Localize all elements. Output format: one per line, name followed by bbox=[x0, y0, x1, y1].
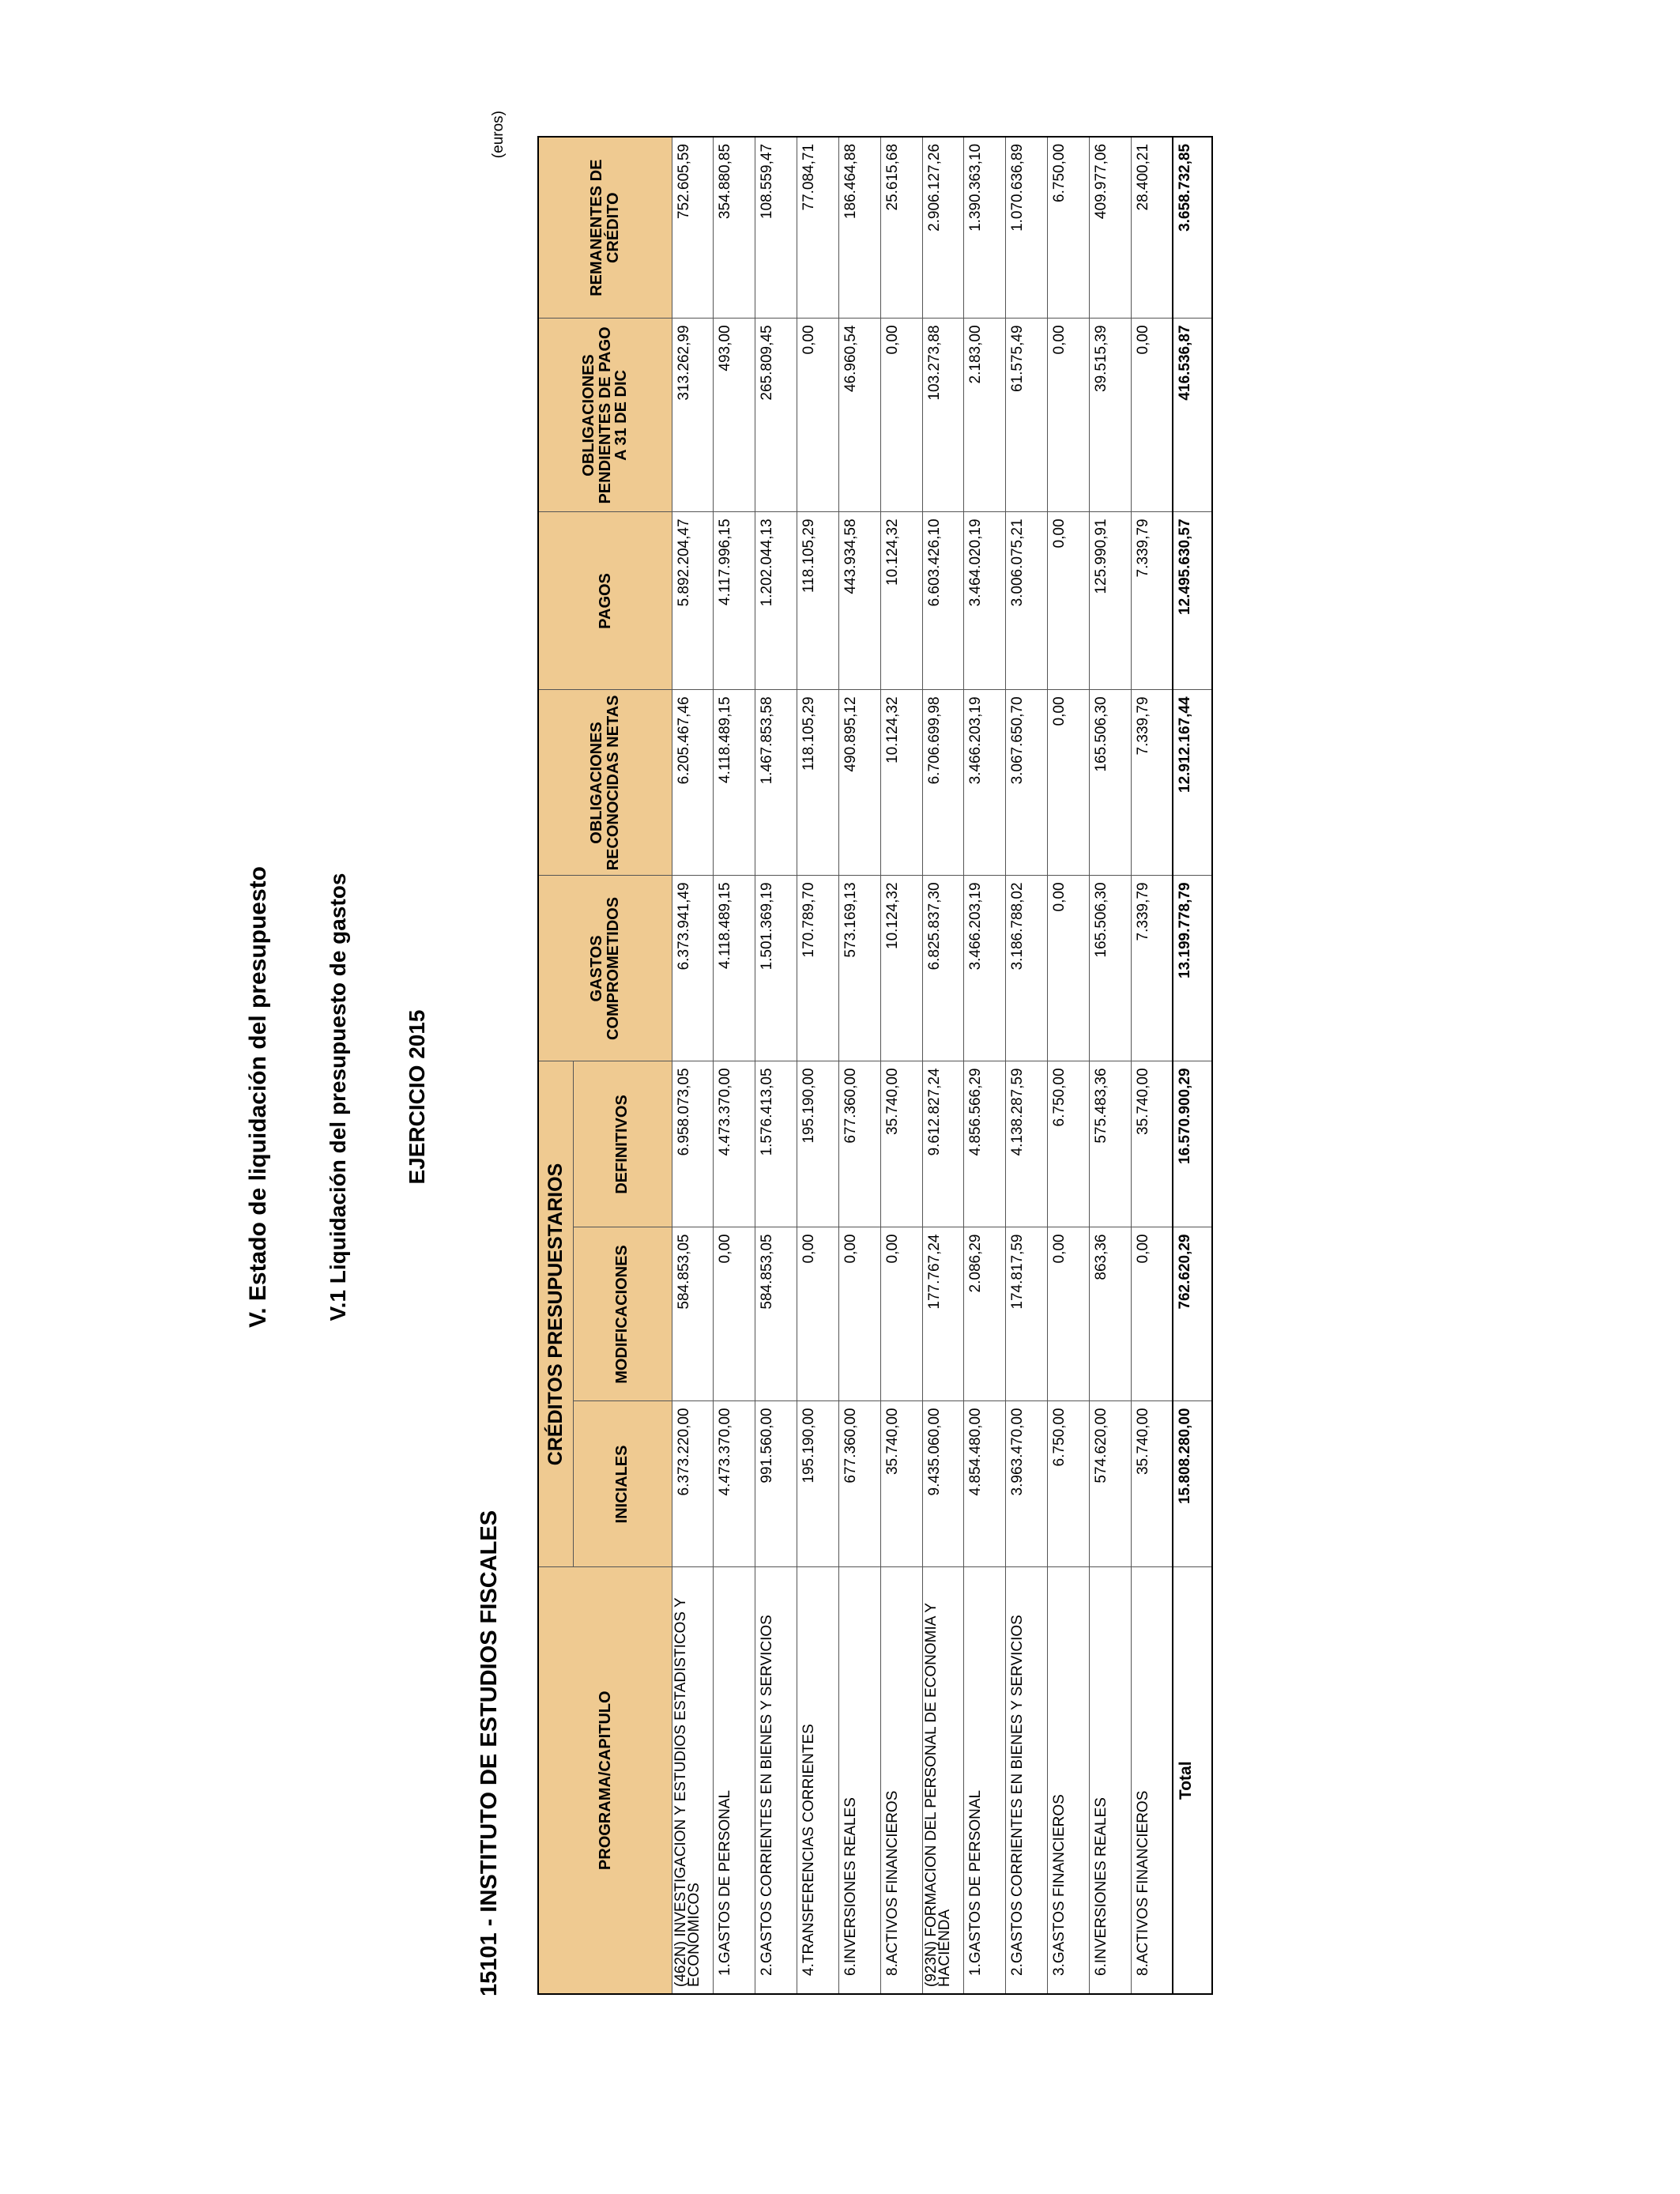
cell-remanentes: 108.559,47 bbox=[755, 137, 797, 319]
cell-comprometidos: 4.118.489,15 bbox=[713, 876, 755, 1061]
cell-reconocidas: 6.205.467,46 bbox=[672, 690, 713, 876]
budget-table bbox=[537, 136, 1213, 1995]
cell-remanentes: 186.464,88 bbox=[838, 137, 880, 319]
col-iniciales: INICIALES bbox=[573, 1401, 672, 1567]
cell-modificaciones: 0,00 bbox=[880, 1227, 922, 1401]
cell-pendientes: 265.809,45 bbox=[755, 319, 797, 512]
cell-pagos: 6.603.426,10 bbox=[922, 512, 963, 690]
cell-pagos: 5.892.204,47 bbox=[672, 512, 713, 690]
cell-reconocidas: 3.067.650,70 bbox=[1005, 690, 1047, 876]
cell-iniciales: 574.620,00 bbox=[1089, 1401, 1131, 1567]
cell-definitivos: 35.740,00 bbox=[1131, 1061, 1173, 1227]
cell-pendientes: 0,00 bbox=[1047, 319, 1089, 512]
cell-pendientes: 0,00 bbox=[1131, 319, 1173, 512]
cell-pendientes: 0,00 bbox=[797, 319, 838, 512]
cell-comprometidos: 165.506,30 bbox=[1089, 876, 1131, 1061]
cell-reconocidas: 3.466.203,19 bbox=[963, 690, 1005, 876]
table-row bbox=[963, 137, 1005, 1994]
table-row bbox=[1131, 137, 1173, 1994]
fiscal-year: EJERCICIO 2015 bbox=[405, 1009, 429, 1185]
cell-reconocidas: 118.105,29 bbox=[797, 690, 838, 876]
cell-iniciales: 4.854.480,00 bbox=[963, 1401, 1005, 1567]
cell-pendientes: 103.273,88 bbox=[922, 319, 963, 512]
cell-pagos: 3.464.020,19 bbox=[963, 512, 1005, 690]
total-definitivos: 16.570.900,29 bbox=[1173, 1061, 1212, 1227]
cell-modificaciones: 2.086,29 bbox=[963, 1227, 1005, 1401]
page-title: V. Estado de liquidación del presupuesto bbox=[245, 866, 271, 1329]
cell-iniciales: 9.435.060,00 bbox=[922, 1401, 963, 1567]
col-remanentes: REMANENTES DE CRÉDITO bbox=[538, 137, 672, 319]
cell-definitivos: 575.483,36 bbox=[1089, 1061, 1131, 1227]
cell-pagos: 0,00 bbox=[1047, 512, 1089, 690]
total-iniciales: 15.808.280,00 bbox=[1173, 1401, 1212, 1567]
cell-reconocidas: 6.706.699,98 bbox=[922, 690, 963, 876]
cell-reconocidas: 0,00 bbox=[1047, 690, 1089, 876]
cell-remanentes: 28.400,21 bbox=[1131, 137, 1173, 319]
total-pendientes: 416.536,87 bbox=[1173, 319, 1212, 512]
currency-unit: (euros) bbox=[490, 111, 507, 159]
cell-comprometidos: 6.825.837,30 bbox=[922, 876, 963, 1061]
cell-comprometidos: 573.169,13 bbox=[838, 876, 880, 1061]
cell-modificaciones: 0,00 bbox=[838, 1227, 880, 1401]
row-label: 8.ACTIVOS FINANCIEROS bbox=[1131, 1567, 1173, 1994]
cell-definitivos: 6.958.073,05 bbox=[672, 1061, 713, 1227]
row-label: 2.GASTOS CORRIENTES EN BIENES Y SERVICIOS bbox=[1005, 1567, 1047, 1994]
table-row-total bbox=[1173, 137, 1212, 1994]
cell-comprometidos: 3.466.203,19 bbox=[963, 876, 1005, 1061]
row-label: 1.GASTOS DE PERSONAL bbox=[963, 1567, 1005, 1994]
cell-modificaciones: 863,36 bbox=[1089, 1227, 1131, 1401]
cell-modificaciones: 174.817,59 bbox=[1005, 1227, 1047, 1401]
cell-iniciales: 35.740,00 bbox=[880, 1401, 922, 1567]
table-row bbox=[1005, 137, 1047, 1994]
cell-remanentes: 354.880,85 bbox=[713, 137, 755, 319]
header-row-group bbox=[538, 137, 573, 1994]
col-modificaciones: MODIFICACIONES bbox=[573, 1227, 672, 1401]
col-definitivos: DEFINITIVOS bbox=[573, 1061, 672, 1227]
cell-pagos: 10.124,32 bbox=[880, 512, 922, 690]
row-label: 6.INVERSIONES REALES bbox=[1089, 1567, 1131, 1994]
cell-pendientes: 46.960,54 bbox=[838, 319, 880, 512]
cell-reconocidas: 10.124,32 bbox=[880, 690, 922, 876]
cell-pagos: 1.202.044,13 bbox=[755, 512, 797, 690]
table-row bbox=[880, 137, 922, 1994]
cell-pagos: 7.339,79 bbox=[1131, 512, 1173, 690]
page-subtitle: V.1 Liquidación del presupuesto de gastos bbox=[326, 873, 350, 1321]
table-row bbox=[713, 137, 755, 1994]
cell-modificaciones: 0,00 bbox=[1047, 1227, 1089, 1401]
total-reconocidas: 12.912.167,44 bbox=[1173, 690, 1212, 876]
total-modificaciones: 762.620,29 bbox=[1173, 1227, 1212, 1401]
row-label: 4.TRANSFERENCIAS CORRIENTES bbox=[797, 1567, 838, 1994]
total-remanentes: 3.658.732,85 bbox=[1173, 137, 1212, 319]
cell-definitivos: 1.576.413,05 bbox=[755, 1061, 797, 1227]
cell-comprometidos: 1.501.369,19 bbox=[755, 876, 797, 1061]
cell-definitivos: 9.612.827,24 bbox=[922, 1061, 963, 1227]
cell-remanentes: 1.070.636,89 bbox=[1005, 137, 1047, 319]
cell-modificaciones: 0,00 bbox=[1131, 1227, 1173, 1401]
table-row bbox=[1089, 137, 1131, 1994]
row-label: 2.GASTOS CORRIENTES EN BIENES Y SERVICIOS bbox=[755, 1567, 797, 1994]
cell-remanentes: 25.615,68 bbox=[880, 137, 922, 319]
col-reconocidas: OBLIGACIONES RECONOCIDAS NETAS bbox=[538, 690, 672, 876]
total-comprometidos: 13.199.778,79 bbox=[1173, 876, 1212, 1061]
col-pendientes: OBLIGACIONES PENDIENTES DE PAGO A 31 DE DIC bbox=[538, 319, 672, 512]
cell-definitivos: 6.750,00 bbox=[1047, 1061, 1089, 1227]
cell-remanentes: 752.605,59 bbox=[672, 137, 713, 319]
cell-pagos: 3.006.075,21 bbox=[1005, 512, 1047, 690]
cell-reconocidas: 4.118.489,15 bbox=[713, 690, 755, 876]
cell-reconocidas: 165.506,30 bbox=[1089, 690, 1131, 876]
cell-iniciales: 195.190,00 bbox=[797, 1401, 838, 1567]
row-label: 6.INVERSIONES REALES bbox=[838, 1567, 880, 1994]
cell-pendientes: 313.262,99 bbox=[672, 319, 713, 512]
cell-reconocidas: 1.467.853,58 bbox=[755, 690, 797, 876]
cell-pagos: 4.117.996,15 bbox=[713, 512, 755, 690]
cell-modificaciones: 584.853,05 bbox=[672, 1227, 713, 1401]
col-pagos: PAGOS bbox=[538, 512, 672, 690]
cell-modificaciones: 0,00 bbox=[797, 1227, 838, 1401]
cell-definitivos: 4.856.566,29 bbox=[963, 1061, 1005, 1227]
cell-comprometidos: 7.339,79 bbox=[1131, 876, 1173, 1061]
col-comprometidos: GASTOS COMPROMETIDOS bbox=[538, 876, 672, 1061]
total-label: Total bbox=[1173, 1567, 1212, 1994]
cell-comprometidos: 6.373.941,49 bbox=[672, 876, 713, 1061]
cell-definitivos: 4.138.287,59 bbox=[1005, 1061, 1047, 1227]
cell-iniciales: 6.750,00 bbox=[1047, 1401, 1089, 1567]
row-label: (923N) FORMACION DEL PERSONAL DE ECONOMIA Y HACIENDA bbox=[922, 1567, 963, 1994]
cell-iniciales: 677.360,00 bbox=[838, 1401, 880, 1567]
group-creditos: CRÉDITOS PRESUPUESTARIOS bbox=[538, 1061, 573, 1567]
table-row-program-923n bbox=[922, 137, 963, 1994]
cell-definitivos: 4.473.370,00 bbox=[713, 1061, 755, 1227]
cell-iniciales: 4.473.370,00 bbox=[713, 1401, 755, 1567]
cell-pendientes: 2.183,00 bbox=[963, 319, 1005, 512]
cell-comprometidos: 170.789,70 bbox=[797, 876, 838, 1061]
cell-pagos: 125.990,91 bbox=[1089, 512, 1131, 690]
cell-modificaciones: 584.853,05 bbox=[755, 1227, 797, 1401]
cell-iniciales: 6.373.220,00 bbox=[672, 1401, 713, 1567]
cell-pendientes: 493,00 bbox=[713, 319, 755, 512]
row-label: 3.GASTOS FINANCIEROS bbox=[1047, 1567, 1089, 1994]
cell-iniciales: 35.740,00 bbox=[1131, 1401, 1173, 1567]
cell-comprometidos: 0,00 bbox=[1047, 876, 1089, 1061]
cell-definitivos: 677.360,00 bbox=[838, 1061, 880, 1227]
total-pagos: 12.495.630,57 bbox=[1173, 512, 1212, 690]
cell-pendientes: 0,00 bbox=[880, 319, 922, 512]
cell-definitivos: 35.740,00 bbox=[880, 1061, 922, 1227]
cell-iniciales: 991.560,00 bbox=[755, 1401, 797, 1567]
cell-pendientes: 61.575,49 bbox=[1005, 319, 1047, 512]
entity-name: 15101 - INSTITUTO DE ESTUDIOS FISCALES bbox=[477, 1510, 502, 1996]
cell-remanentes: 6.750,00 bbox=[1047, 137, 1089, 319]
cell-remanentes: 1.390.363,10 bbox=[963, 137, 1005, 319]
cell-reconocidas: 490.895,12 bbox=[838, 690, 880, 876]
table-row bbox=[755, 137, 797, 1994]
cell-modificaciones: 177.767,24 bbox=[922, 1227, 963, 1401]
cell-comprometidos: 10.124,32 bbox=[880, 876, 922, 1061]
cell-remanentes: 77.084,71 bbox=[797, 137, 838, 319]
col-programa: PROGRAMA/CAPITULO bbox=[538, 1567, 672, 1994]
cell-remanentes: 409.977,06 bbox=[1089, 137, 1131, 319]
cell-pagos: 443.934,58 bbox=[838, 512, 880, 690]
table-row bbox=[1047, 137, 1089, 1994]
row-label: 1.GASTOS DE PERSONAL bbox=[713, 1567, 755, 1994]
row-label: (462N) INVESTIGACION Y ESTUDIOS ESTADISTICOS Y ECONOMICOS bbox=[672, 1567, 713, 1994]
cell-modificaciones: 0,00 bbox=[713, 1227, 755, 1401]
table-row-program-462n bbox=[672, 137, 713, 1994]
cell-reconocidas: 7.339,79 bbox=[1131, 690, 1173, 876]
table-row bbox=[797, 137, 838, 1994]
cell-pendientes: 39.515,39 bbox=[1089, 319, 1131, 512]
cell-remanentes: 2.906.127,26 bbox=[922, 137, 963, 319]
cell-pagos: 118.105,29 bbox=[797, 512, 838, 690]
row-label: 8.ACTIVOS FINANCIEROS bbox=[880, 1567, 922, 1994]
cell-iniciales: 3.963.470,00 bbox=[1005, 1401, 1047, 1567]
cell-definitivos: 195.190,00 bbox=[797, 1061, 838, 1227]
table-row bbox=[838, 137, 880, 1994]
cell-comprometidos: 3.186.788,02 bbox=[1005, 876, 1047, 1061]
